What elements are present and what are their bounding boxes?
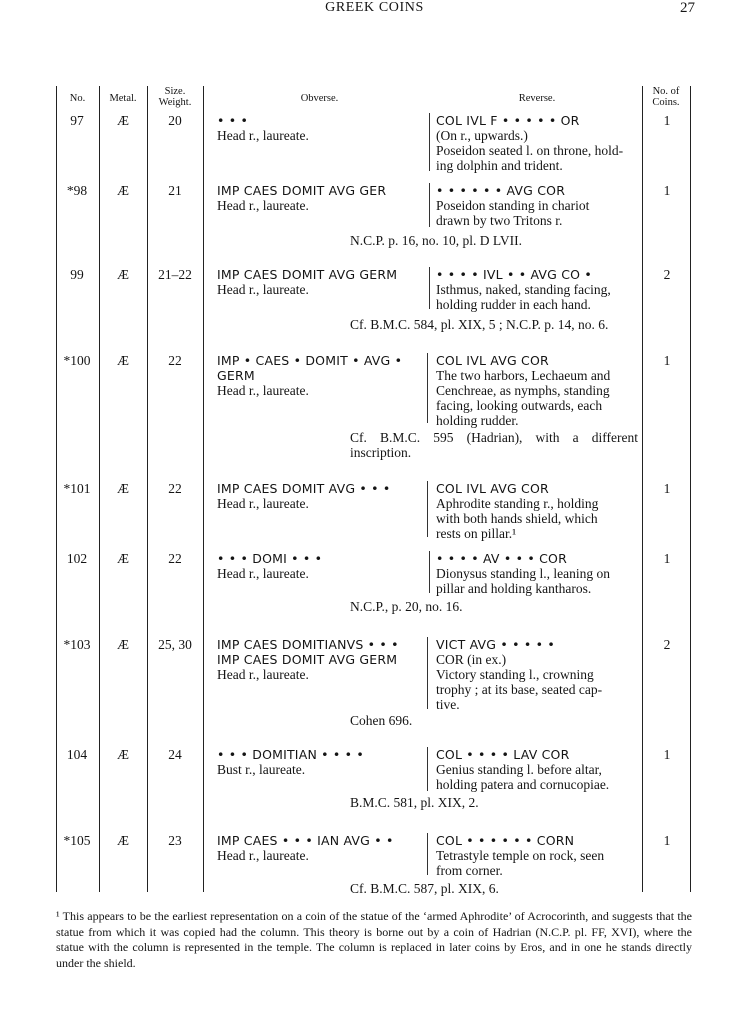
entry-size: 22 — [168, 551, 182, 566]
obverse-cell — [217, 747, 422, 777]
entry-size: 21–22 — [158, 267, 192, 282]
reverse-inscription: COL • • • • LAV COR — [436, 747, 570, 762]
footnote: ¹ This appears to be the earliest representation on a coin of the statue of the ‘armed Aphrodite’ of Acrocorinth, and suggests that the statue from which it was copied had the column. This theory is borne out by a coin of Hadrian (N.C.P. pl. FF, XVI), where the statue with the column is represented in the temple. The column is replaced in later coins by Eros, and in one he stands directly under the shield. — [56, 909, 692, 970]
reverse-description-line: drawn by two Tritons r. — [436, 213, 563, 228]
entry-reference: Cf. B.M.C. 584, pl. XIX, 5 ; N.C.P. p. 14, no. 6. — [350, 317, 609, 332]
entry-metal: Æ — [116, 481, 129, 496]
entry-coin-count: 1 — [663, 833, 671, 848]
reverse-description-line: holding rudder. — [436, 413, 519, 428]
column-header-metal: Metal. — [109, 93, 137, 104]
reverse-description-line: Tetrastyle temple on rock, seen — [436, 848, 605, 863]
reverse-description-line: Cenchreae, as nymphs, standing — [436, 383, 610, 398]
entry-metal: Æ — [116, 551, 129, 566]
reverse-inscription: VICT AVG • • • • • — [436, 637, 555, 652]
obverse-cell — [217, 267, 422, 297]
entry-metal: Æ — [116, 833, 129, 848]
column-header-size-line2: Weight. — [158, 97, 192, 108]
cell-divider — [427, 637, 428, 709]
obverse-description: Head r., laureate. — [217, 667, 309, 682]
running-title: GREEK COINS — [325, 0, 424, 15]
reverse-cell — [436, 113, 638, 173]
entry-number: *101 — [63, 481, 91, 496]
page-number: 27 — [680, 0, 695, 16]
entry-number: *100 — [63, 353, 91, 368]
reverse-inscription: • • • • • • AVG COR — [436, 183, 566, 198]
obverse-inscription: IMP CAES • • • IAN AVG • • — [217, 833, 394, 848]
entry-size: 22 — [168, 481, 182, 496]
entry-coin-count: 1 — [663, 113, 671, 128]
obverse-cell — [217, 637, 422, 682]
obverse-inscription: IMP CAES DOMIT AVG GERM — [217, 267, 398, 282]
obverse-description: Head r., laureate. — [217, 496, 309, 511]
reverse-inscription: COL IVL AVG COR — [436, 353, 549, 368]
column-header-size — [147, 86, 203, 108]
obverse-inscription: • • • — [217, 113, 249, 128]
reverse-description-line: facing, looking outwards, each — [436, 398, 603, 413]
reverse-cell — [436, 481, 638, 541]
entry-metal: Æ — [116, 183, 129, 198]
entry-size: 20 — [168, 113, 182, 128]
entry-number: 102 — [66, 551, 88, 566]
cell-divider — [429, 113, 430, 171]
obverse-description: Head r., laureate. — [217, 282, 309, 297]
column-header-coins-line1: No. of — [652, 86, 680, 97]
entry-coin-count: 1 — [663, 551, 671, 566]
reverse-description-line: Poseidon standing in chariot — [436, 198, 590, 213]
reverse-description-line: holding patera and cornucopiae. — [436, 777, 610, 792]
column-header-no: No. — [69, 93, 86, 104]
obverse-description: Head r., laureate. — [217, 566, 309, 581]
reverse-description-line: from corner. — [436, 863, 503, 878]
page-header — [0, 0, 749, 18]
reverse-description-line: Victory standing l., crowning — [436, 667, 594, 682]
entry-reference: N.C.P. p. 16, no. 10, pl. D LVII. — [350, 233, 523, 248]
reverse-cell — [436, 747, 638, 792]
obverse-inscription: GERM — [217, 368, 255, 383]
entry-reference: B.M.C. 581, pl. XIX, 2. — [350, 795, 479, 810]
entry-number: *105 — [63, 833, 91, 848]
reverse-description-line: The two harbors, Lechaeum and — [436, 368, 611, 383]
cell-divider — [427, 353, 428, 423]
reverse-description-line: rests on pillar.¹ — [436, 526, 517, 541]
entry-reference: Cf. B.M.C. 595 (Hadrian), with a different inscription. — [350, 430, 638, 460]
entry-reference: Cohen 696. — [350, 713, 413, 728]
entry-metal: Æ — [116, 113, 129, 128]
reverse-description-line: with both hands shield, which — [436, 511, 598, 526]
entry-metal: Æ — [116, 637, 129, 652]
obverse-inscription: IMP CAES DOMIT AVG • • • — [217, 481, 391, 496]
reverse-inscription: COL IVL AVG COR — [436, 481, 549, 496]
reverse-description-line: trophy ; at its base, seated cap- — [436, 682, 603, 697]
reverse-description-line: pillar and holding kantharos. — [436, 581, 592, 596]
reverse-description-line: tive. — [436, 697, 460, 712]
reverse-cell — [436, 267, 638, 312]
obverse-description: Head r., laureate. — [217, 128, 309, 143]
reverse-cell — [436, 551, 638, 596]
reverse-inscription: • • • • IVL • • AVG CO • — [436, 267, 592, 282]
table-rule-right — [690, 86, 691, 892]
column-header-size-line1: Size. — [164, 86, 186, 97]
cell-divider — [429, 267, 430, 309]
entry-reference: Cf. B.M.C. 587, pl. XIX, 6. — [350, 881, 499, 896]
entry-coin-count: 2 — [663, 267, 671, 282]
entry-size: 23 — [168, 833, 182, 848]
entry-coin-count: 1 — [663, 353, 671, 368]
reverse-cell — [436, 353, 638, 428]
column-header-coins — [642, 86, 690, 108]
reverse-description-line: Aphrodite standing r., holding — [436, 496, 599, 511]
obverse-cell — [217, 113, 422, 143]
reverse-description-line: Dionysus standing l., leaning on — [436, 566, 610, 581]
reverse-inscription: COL IVL F • • • • • OR — [436, 113, 580, 128]
reverse-description-line: (On r., upwards.) — [436, 128, 528, 143]
entry-coin-count: 1 — [663, 481, 671, 496]
obverse-cell — [217, 183, 422, 213]
obverse-inscription: IMP • CAES • DOMIT • AVG • — [217, 353, 403, 368]
column-header-coins-line2: Coins. — [652, 97, 680, 108]
reverse-description-line: ing dolphin and trident. — [436, 158, 563, 173]
entry-number: *98 — [66, 183, 88, 198]
entry-size: 24 — [168, 747, 182, 762]
obverse-description: Bust r., laureate. — [217, 762, 306, 777]
cell-divider — [427, 833, 428, 875]
entry-size: 22 — [168, 353, 182, 368]
cell-divider — [429, 551, 430, 593]
reverse-cell — [436, 833, 638, 878]
reverse-description-line: Isthmus, naked, standing facing, — [436, 282, 611, 297]
entry-metal: Æ — [116, 747, 129, 762]
entry-coin-count: 1 — [663, 183, 671, 198]
entry-number: *103 — [63, 637, 91, 652]
entry-size: 21 — [168, 183, 182, 198]
obverse-cell — [217, 481, 422, 511]
entry-number: 99 — [70, 267, 84, 282]
obverse-description: Head r., laureate. — [217, 198, 309, 213]
reverse-inscription: COL • • • • • • CORN — [436, 833, 575, 848]
obverse-description: Head r., laureate. — [217, 848, 309, 863]
reverse-description-line: Genius standing l. before altar, — [436, 762, 602, 777]
entry-coin-count: 2 — [663, 637, 671, 652]
obverse-cell — [217, 833, 422, 863]
obverse-inscription: IMP CAES DOMIT AVG GERM — [217, 652, 398, 667]
reverse-inscription: • • • • AV • • • COR — [436, 551, 567, 566]
reverse-cell — [436, 183, 638, 228]
entry-number: 97 — [70, 113, 84, 128]
column-header-obverse: Obverse. — [300, 93, 339, 104]
obverse-inscription: • • • DOMITIAN • • • • — [217, 747, 364, 762]
entry-metal: Æ — [116, 353, 129, 368]
reverse-description-line: holding rudder in each hand. — [436, 297, 591, 312]
reverse-description-line: COR (in ex.) — [436, 652, 507, 667]
obverse-cell — [217, 353, 422, 398]
reverse-description-line: Poseidon seated l. on throne, hold- — [436, 143, 624, 158]
column-header-reverse: Reverse. — [518, 93, 556, 104]
entry-coin-count: 1 — [663, 747, 671, 762]
obverse-inscription: IMP CAES DOMITIANVS • • • — [217, 637, 399, 652]
reverse-cell — [436, 637, 638, 712]
cell-divider — [427, 481, 428, 537]
obverse-inscription: IMP CAES DOMIT AVG GER — [217, 183, 387, 198]
obverse-inscription: • • • DOMI • • • — [217, 551, 323, 566]
entry-metal: Æ — [116, 267, 129, 282]
table-rule-reverse — [642, 86, 643, 892]
table-rule-size — [203, 86, 204, 892]
entry-number: 104 — [66, 747, 88, 762]
obverse-description: Head r., laureate. — [217, 383, 309, 398]
entry-reference: N.C.P., p. 20, no. 16. — [350, 599, 463, 614]
entry-size: 25, 30 — [158, 637, 192, 652]
cell-divider — [429, 183, 430, 227]
cell-divider — [427, 747, 428, 791]
obverse-cell — [217, 551, 422, 581]
